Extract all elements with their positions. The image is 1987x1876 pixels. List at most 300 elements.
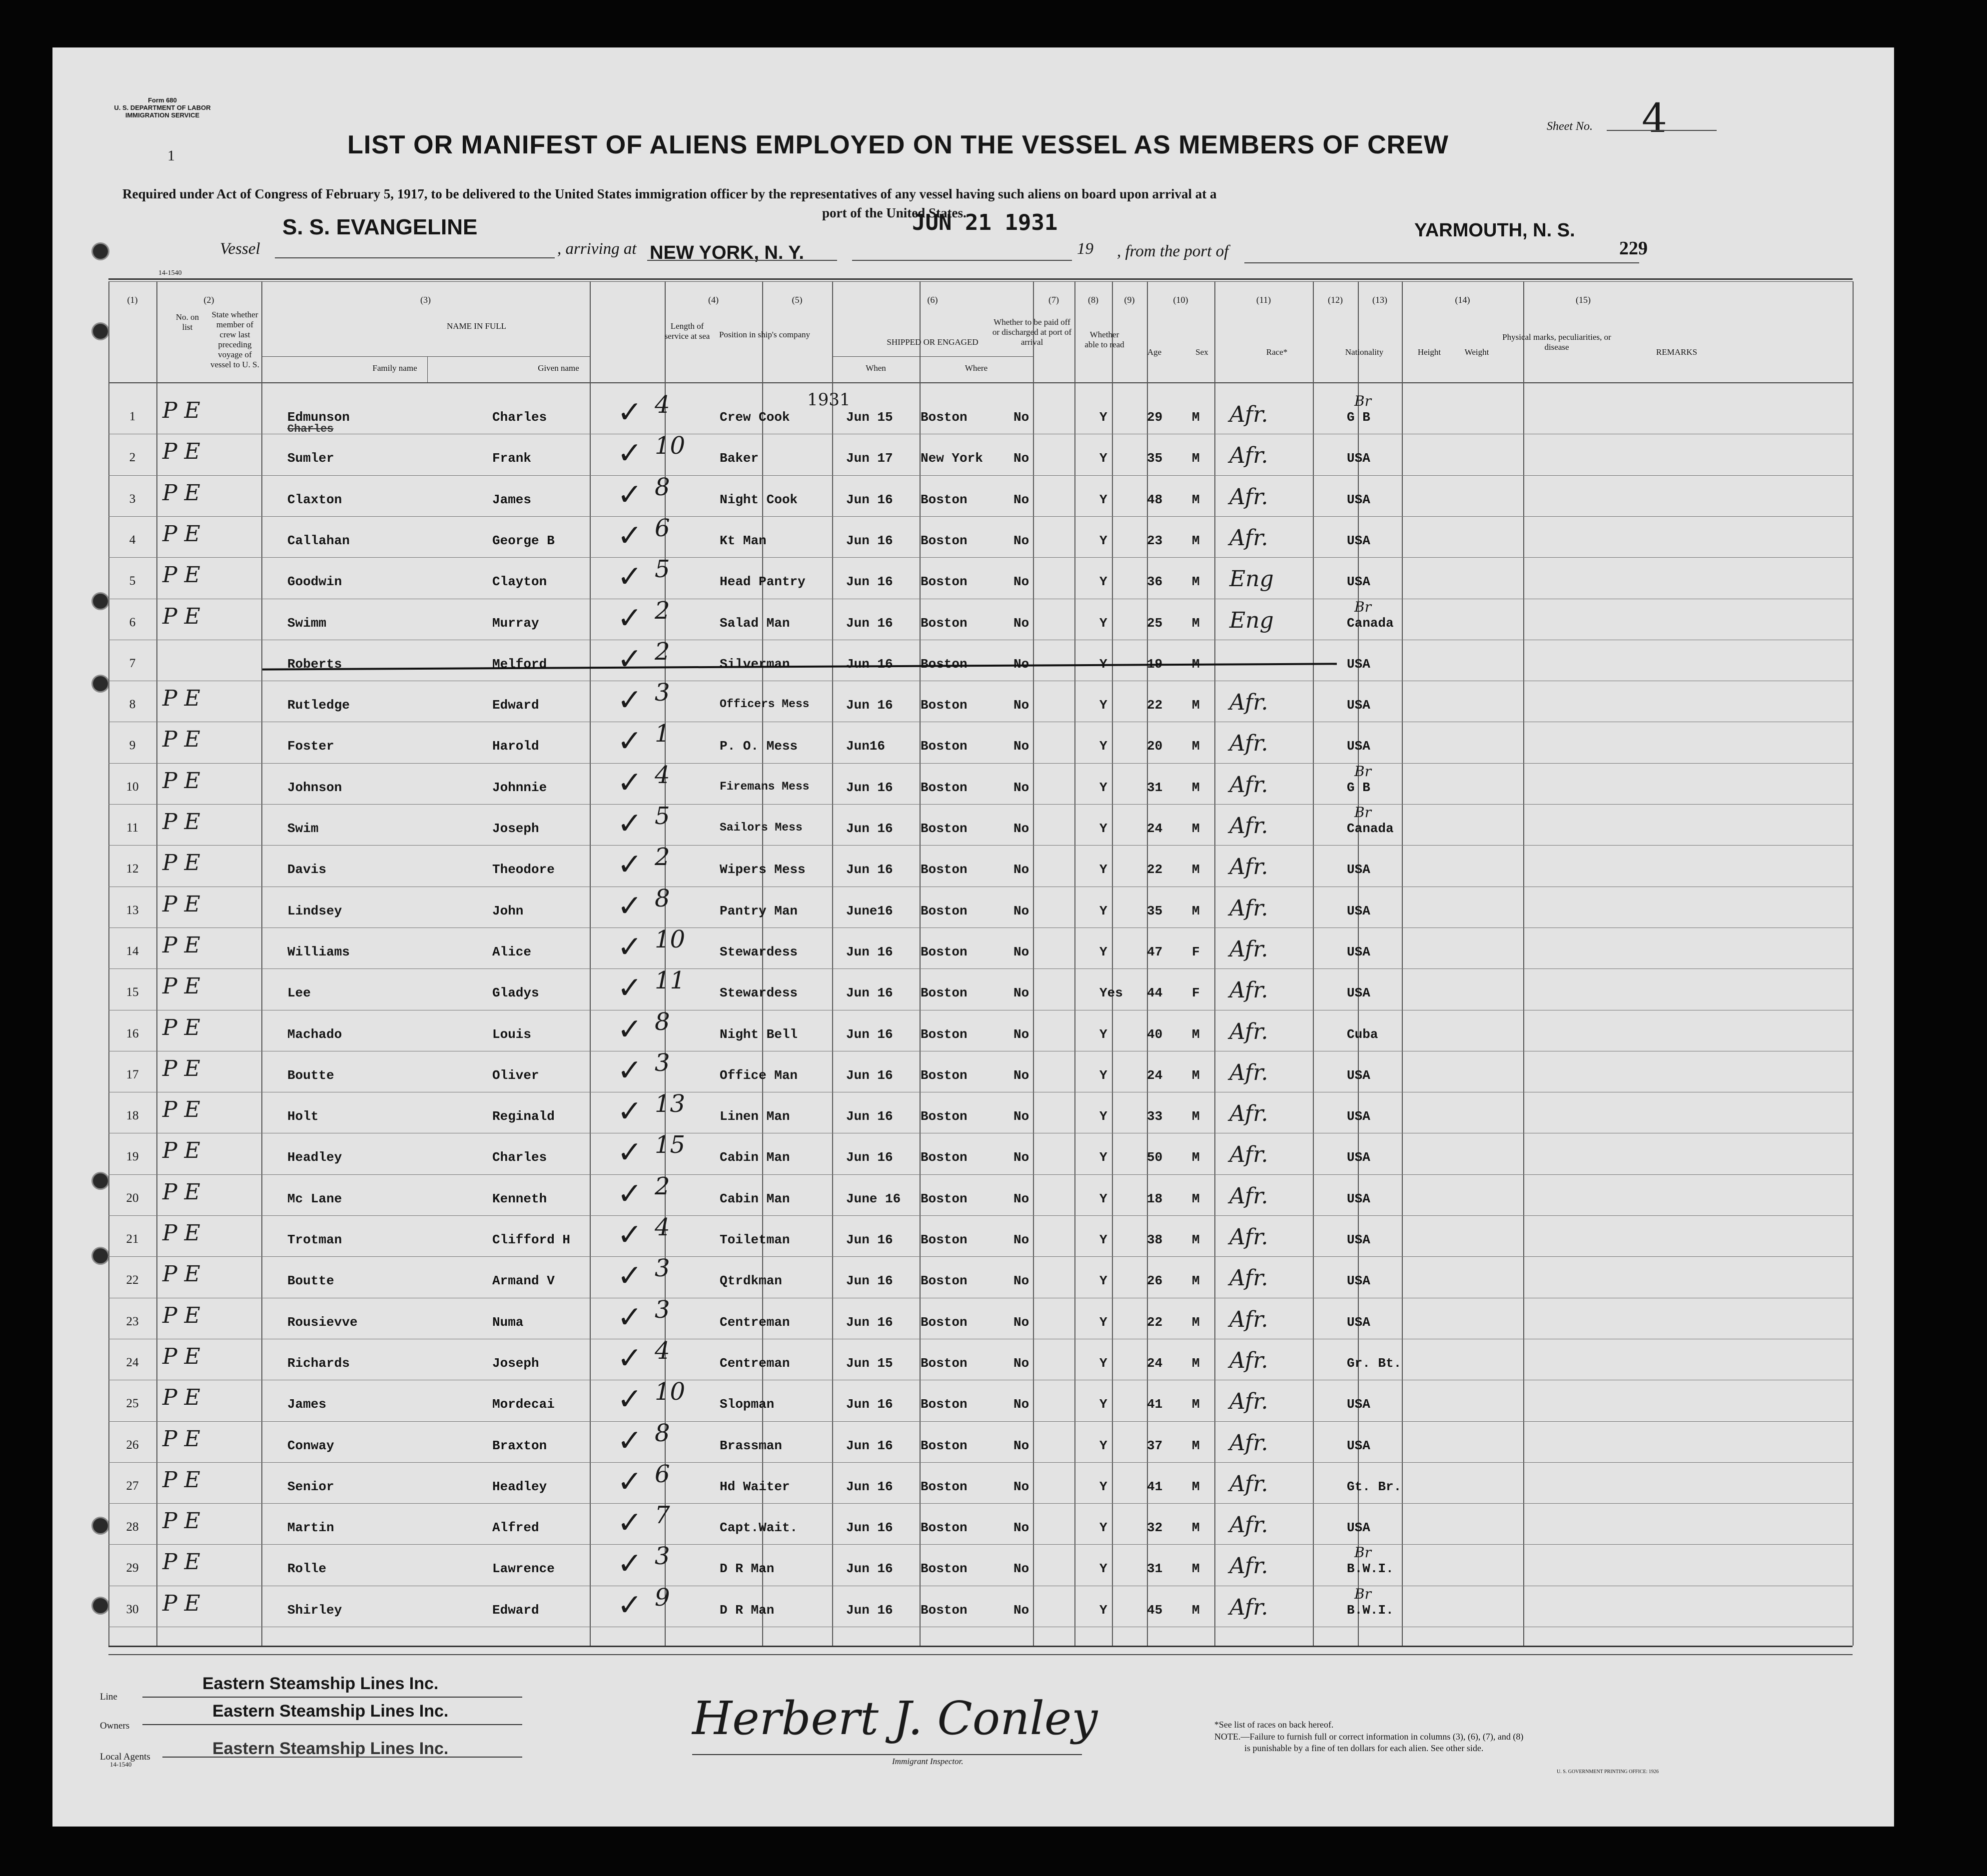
row-rule [108,516,1853,517]
shipped-where: Boston [921,698,968,713]
prev-voyage: P E [162,850,200,876]
date-stamp: JUN 21 1931 [912,210,1058,235]
paid-off: No [1013,1109,1029,1124]
nationality: USA [1347,698,1370,713]
row-number: 28 [126,1520,139,1534]
position: D R Man [720,1561,775,1577]
able-to-read: Y [1099,1438,1107,1453]
shipped-where: Boston [921,1026,968,1042]
shipped-when: Jun 16 [846,1314,893,1330]
paid-off: No [1013,1273,1029,1289]
position: Firemans Mess [720,780,810,793]
family-name: Johnson [287,780,342,795]
family-name: Roberts [287,656,342,672]
shipped-when: Jun 16 [846,615,893,631]
service-length: 2 [655,843,670,872]
nationality: G B [1347,780,1370,795]
paid-off: No [1013,574,1029,590]
sex: M [1192,739,1200,754]
service: IMMIGRATION SERVICE [125,111,200,119]
paid-off: No [1013,1479,1029,1494]
age: 22 [1147,862,1163,878]
shipped-when: Jun 16 [846,780,893,795]
shipped-where: Boston [921,944,968,959]
service-length: 3 [655,1295,670,1324]
nationality: USA [1347,1397,1370,1412]
position: Cabin Man [720,1191,790,1206]
paid-off: No [1013,533,1029,548]
paid-off: No [1013,451,1029,466]
prev-voyage: P E [162,1590,200,1616]
paid-off: No [1013,656,1029,672]
year-label: 19 [1077,240,1093,258]
age: 38 [1147,1232,1163,1247]
paid-off: No [1013,862,1029,878]
sex: M [1192,1438,1200,1453]
age: 20 [1147,739,1163,754]
given-name: Oliver [492,1067,539,1083]
sex: M [1192,533,1200,548]
age: 44 [1147,985,1163,1001]
col-read: Whether able to read [1084,330,1124,349]
service-check: ✓ [617,1011,643,1047]
able-to-read: Y [1099,1520,1107,1536]
nationality-note: Br [1354,763,1371,780]
sheet-label: Sheet No. [1547,120,1593,133]
binder-hole [91,592,109,610]
age: 45 [1147,1602,1163,1618]
failure-note: NOTE.—Failure to furnish full or correct information in columns (3), (6), (7), and (8) [1214,1732,1524,1742]
row-rule [108,1256,1853,1257]
col-nationality: Nationality [1345,347,1384,357]
service-check: ✓ [617,1299,643,1335]
race: Afr. [1229,1347,1268,1373]
prev-voyage: P E [162,562,200,588]
shipped-where: Boston [921,615,968,631]
shipped-where: Boston [921,656,968,672]
given-name: Harold [492,739,539,754]
given-name: Edward [492,698,539,713]
service-length: 10 [655,925,686,953]
col-num-15: (15) [1576,295,1591,305]
position: Slopman [720,1397,775,1412]
binder-hole [91,1172,109,1190]
vessel-name: S. S. EVANGELINE [282,215,478,239]
age: 50 [1147,1150,1163,1165]
paid-off: No [1013,1602,1029,1618]
race: Afr. [1229,895,1268,921]
age: 22 [1147,1314,1163,1330]
nationality: USA [1347,1438,1370,1453]
nationality-note: Br [1354,1585,1371,1602]
service-check: ✓ [617,1587,643,1623]
service-length: 4 [655,391,670,419]
sex: M [1192,1314,1200,1330]
service-length: 5 [655,555,670,584]
given-name: Joseph [492,1355,539,1371]
row-rule [108,968,1853,969]
col-num-13: (13) [1372,295,1387,305]
requirement-text-2: port of the United States. [822,205,967,220]
prev-voyage: P E [162,603,200,629]
prev-voyage: P E [162,1261,200,1287]
row-number: 21 [126,1232,139,1246]
inspector-signature: Herbert J. Conley [692,1692,1098,1745]
given-name: Gladys [492,985,539,1001]
shipped-when: Jun 16 [846,1520,893,1536]
race: Afr. [1229,1224,1268,1250]
service-check: ✓ [617,1176,643,1211]
shipped-where: Boston [921,1438,968,1453]
service-check: ✓ [617,559,643,595]
paid-off: No [1013,1520,1029,1536]
age: 22 [1147,698,1163,713]
service-check: ✓ [617,970,643,1006]
age: 23 [1147,533,1163,548]
sheet-number: 4 [1642,95,1667,141]
family-name: Callahan [287,533,350,548]
shipped-where: Boston [921,492,968,507]
family-name: Boutte [287,1273,334,1289]
race: Afr. [1229,1389,1268,1415]
paid-off: No [1013,1067,1029,1083]
prev-voyage: P E [162,480,200,506]
position: Salad Man [720,615,790,631]
family-name: Sumler [287,451,334,466]
service-length: 11 [655,966,686,995]
service-check: ✓ [617,683,643,718]
binder-hole [91,1247,109,1265]
sex: M [1192,1602,1200,1618]
nationality: USA [1347,1067,1370,1083]
row-number: 24 [126,1355,139,1369]
col-num-1: (1) [127,295,138,305]
able-to-read: Y [1099,1150,1107,1165]
row-number: 29 [126,1561,139,1575]
row-number: 26 [126,1438,139,1452]
able-to-read: Y [1099,698,1107,713]
age: 40 [1147,1026,1163,1042]
age: 29 [1147,410,1163,425]
race: Afr. [1229,1265,1268,1291]
col-name-in-full: NAME IN FULL [447,321,506,331]
shipped-where: Boston [921,1191,968,1206]
shipped-when: Jun 16 [846,492,893,507]
row-rule [108,1503,1853,1504]
col-num-6: (6) [927,295,938,305]
col-sex: Sex [1195,347,1208,357]
service-check: ✓ [617,724,643,759]
prev-voyage: P E [162,1014,200,1040]
row-number: 8 [129,698,136,712]
paid-off: No [1013,944,1029,959]
shipped-where: Boston [921,1109,968,1124]
nationality: USA [1347,451,1370,466]
age: 48 [1147,492,1163,507]
service-length: 2 [655,596,670,625]
col-num-9: (9) [1124,295,1135,305]
age: 24 [1147,1355,1163,1371]
row-number: 13 [126,903,139,917]
able-to-read: Yes [1099,985,1123,1001]
sex: M [1192,492,1200,507]
shipped-where: Boston [921,1150,968,1165]
race: Afr. [1229,1471,1268,1497]
binder-hole [91,1517,109,1535]
service-length: 15 [655,1131,686,1159]
service-length: 4 [655,1213,670,1241]
service-length: 3 [655,1542,670,1571]
list-number: 229 [1619,238,1648,259]
row-number: 15 [126,985,139,999]
position: Crew Cook [720,410,790,425]
position: Night Bell [720,1026,798,1042]
age: 26 [1147,1273,1163,1289]
col-weight: Weight [1464,347,1489,357]
col-when: When [866,363,886,373]
family-name: Conway [287,1438,334,1453]
given-name: Theodore [492,862,555,878]
able-to-read: Y [1099,492,1107,507]
position: Officers Mess [720,698,810,711]
shipped-when: Jun 16 [846,1026,893,1042]
family-name: Lee [287,985,311,1001]
nationality: USA [1347,533,1370,548]
paid-off: No [1013,1150,1029,1165]
nationality: Cuba [1347,1026,1378,1042]
able-to-read: Y [1099,1273,1107,1289]
able-to-read: Y [1099,862,1107,878]
race: Afr. [1229,525,1268,551]
age: 41 [1147,1479,1163,1494]
able-to-read: Y [1099,944,1107,959]
position: Capt.Wait. [720,1520,798,1536]
position: Night Cook [720,492,798,507]
printer-credit: U. S. GOVERNMENT PRINTING OFFICE: 1926 [1557,1769,1659,1775]
prev-voyage: P E [162,1385,200,1411]
race: Afr. [1229,1101,1268,1127]
service-check: ✓ [617,1423,643,1458]
sex: F [1192,944,1200,959]
shipped-when: Jun 16 [846,1232,893,1247]
family-name-struck: Charles [287,423,334,435]
family-name: Mc Lane [287,1191,342,1206]
race: Afr. [1229,484,1268,510]
shipped-when: Jun 16 [846,533,893,548]
race: Afr. [1229,1306,1268,1332]
col-num-4: (4) [708,295,719,305]
service-check: ✓ [617,765,643,800]
given-name: Johnnie [492,780,547,795]
prev-voyage: P E [162,686,200,712]
row-rule [108,804,1853,805]
age: 31 [1147,1561,1163,1577]
able-to-read: Y [1099,780,1107,795]
row-rule [108,1544,1853,1545]
nationality: USA [1347,1314,1370,1330]
family-name: Davis [287,862,327,878]
paid-off: No [1013,1438,1029,1453]
shipped-when: June16 [846,903,893,919]
paid-off: No [1013,1191,1029,1206]
sex: M [1192,574,1200,590]
given-name: Mordecai [492,1397,555,1412]
vessel-label: Vessel [220,240,260,258]
nationality: USA [1347,1273,1370,1289]
shipped-where: Boston [921,1067,968,1083]
row-number: 30 [126,1602,139,1616]
nationality: G B [1347,410,1370,425]
service-length: 10 [655,1378,686,1406]
shipped-where: Boston [921,1273,968,1289]
binder-hole [91,322,109,340]
shipped-where: Boston [921,574,968,590]
given-name: James [492,492,532,507]
nationality: B.W.I. [1347,1561,1394,1577]
service-length: 10 [655,432,686,460]
prev-voyage: P E [162,1426,200,1452]
family-name: Lindsey [287,903,342,919]
paid-off: No [1013,1314,1029,1330]
able-to-read: Y [1099,533,1107,548]
nationality: Canada [1347,615,1394,631]
sex: M [1192,1397,1200,1412]
binder-hole [91,675,109,693]
paid-off: No [1013,821,1029,836]
col-num-10: (10) [1173,295,1188,305]
nationality-note: Br [1354,393,1371,409]
service-check: ✓ [617,1340,643,1376]
prev-voyage: P E [162,1549,200,1575]
given-name: Kenneth [492,1191,547,1206]
col-num-12: (12) [1328,295,1343,305]
given-name: George B [492,533,555,548]
prev-voyage: P E [162,1467,200,1493]
sex: M [1192,615,1200,631]
given-name: Louis [492,1026,532,1042]
sex: M [1192,1520,1200,1536]
service-check: ✓ [617,888,643,924]
able-to-read: Y [1099,656,1107,672]
given-name: Alfred [492,1520,539,1536]
nationality: Canada [1347,821,1394,836]
col-position: Position in ship's company [719,330,811,339]
given-name: Joseph [492,821,539,836]
family-name: Edmunson [287,410,350,425]
service-check: ✓ [617,1258,643,1294]
sex: M [1192,780,1200,795]
age: 41 [1147,1397,1163,1412]
shipped-where: Boston [921,1561,968,1577]
position: Kt Man [720,533,767,548]
col-shipped: SHIPPED OR ENGAGED [887,337,979,347]
service-length: 3 [655,1254,670,1283]
nationality: USA [1347,1150,1370,1165]
shipped-where: New York [921,451,983,466]
position: Centreman [720,1355,790,1371]
agents-label: Local Agents [100,1752,150,1762]
position: P. O. Mess [720,739,798,754]
shipped-when: Jun 16 [846,944,893,959]
given-name: Murray [492,615,539,631]
age: 35 [1147,451,1163,466]
given-name: John [492,903,524,919]
nationality: B.W.I. [1347,1602,1394,1618]
age: 18 [1147,1191,1163,1206]
position: Stewardess [720,985,798,1001]
able-to-read: Y [1099,821,1107,836]
shipped-when: Jun 16 [846,698,893,713]
race: Afr. [1229,1142,1268,1168]
prev-voyage: P E [162,1179,200,1205]
position: Head Pantry [720,574,806,590]
shipped-when: Jun 16 [846,821,893,836]
sex: M [1192,656,1200,672]
given-name: Reginald [492,1109,555,1124]
service-check: ✓ [617,518,643,553]
position: Cabin Man [720,1150,790,1165]
nationality: USA [1347,1109,1370,1124]
shipped-where: Boston [921,1232,968,1247]
col-prev-voyage: State whether member of crew last preceding voyage of vessel to U. S. [210,310,259,369]
age: 35 [1147,903,1163,919]
row-rule [108,557,1853,558]
nationality: USA [1347,903,1370,919]
prev-voyage: P E [162,398,200,423]
row-number: 1 [129,410,136,423]
shipped-when: Jun 16 [846,1150,893,1165]
age: 36 [1147,574,1163,590]
position: Brassman [720,1438,782,1453]
able-to-read: Y [1099,451,1107,466]
nationality: USA [1347,574,1370,590]
shipped-where: Boston [921,1314,968,1330]
row-rule [108,1215,1853,1216]
year-note: 1931 [807,390,851,410]
family-name: Machado [287,1026,342,1042]
sex: M [1192,1026,1200,1042]
family-name: Senior [287,1479,334,1494]
nationality: Gr. Bt. [1347,1355,1402,1371]
sex: M [1192,862,1200,878]
shipped-where: Boston [921,862,968,878]
family-name: Goodwin [287,574,342,590]
position: Toiletman [720,1232,790,1247]
prev-voyage: P E [162,1302,200,1328]
able-to-read: Y [1099,903,1107,919]
from-label: , from the port of [1117,242,1229,260]
shipped-where: Boston [921,533,968,548]
sex: M [1192,821,1200,836]
position: Centreman [720,1314,790,1330]
shipped-when: June 16 [846,1191,901,1206]
owners-label: Owners [100,1721,130,1731]
family-name: Trotman [287,1232,342,1247]
family-name: Boutte [287,1067,334,1083]
race: Afr. [1229,1553,1268,1579]
shipped-when: Jun 16 [846,1273,893,1289]
race: Afr. [1229,813,1268,839]
able-to-read: Y [1099,1191,1107,1206]
col-remarks: REMARKS [1656,347,1698,357]
given-name: Clayton [492,574,547,590]
race: Afr. [1229,854,1268,880]
service-check: ✓ [617,600,643,636]
page-title: LIST OR MANIFEST OF ALIENS EMPLOYED ON THE VESSEL AS MEMBERS OF CREW [347,130,1449,159]
shipped-where: Boston [921,985,968,1001]
form-header [102,96,222,119]
service-check: ✓ [617,847,643,883]
